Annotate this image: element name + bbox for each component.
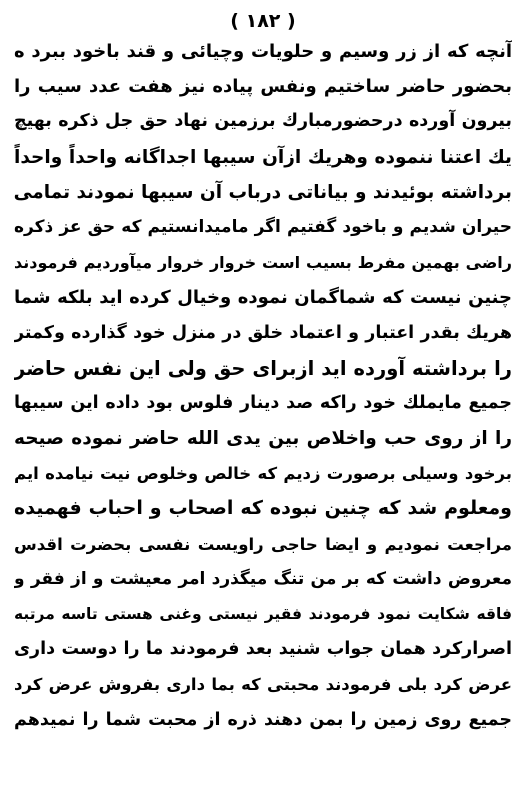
- text-line: معروض داشت که بر من تنگ میگذرد امر معیشت و از فقر و: [14, 568, 512, 589]
- text-line: را برداشته آورده اید ازبرای حق ولی این نفس حاضر: [14, 356, 512, 380]
- text-line: چنین نیست که شماگمان نموده وخیال کرده اید بلکه شما: [14, 287, 512, 309]
- text-line: را از روی حب واخلاص بین یدی الله حاضر نموده صیحه: [14, 428, 512, 450]
- text-line: هریك بقدر اعتبار و اعتماد خلق در منزل خود گذارده وکمتر: [14, 322, 512, 343]
- text-line: جمیع مایملك خود راکه صد دینار فلوس بود داده این سیبها: [14, 392, 512, 413]
- text-line: راضی بهمین مفرط بسیب است خروار خروار میآوردیم فرمودند: [14, 253, 512, 273]
- text-line: بحضور حاضر ساختیم ونفس پیاده نیز هفت عدد سیب را: [14, 76, 512, 98]
- text-line: بیرون آورده درحضورمبارك برزمین نهاد حق جل ذکره بهیچ: [14, 111, 512, 132]
- text-line: عرض کرد بلی فرمودند محبتی که بما داری بفروش عرض کرد: [14, 675, 512, 695]
- page-number: ( ۱۸۲ ): [230, 10, 296, 32]
- text-line: آنچه که از زر وسیم و حلویات وچیائی و قند باخود ببرد ه: [14, 41, 512, 62]
- text-line: برداشته بوئیدند و بیاناتی درباب آن سیبها نمودند تمامی: [14, 181, 512, 203]
- text-line: یك اعتنا ننموده وهریك ازآن سیبها اجداگانه واحداً واحداً: [14, 146, 512, 168]
- text-line: مراجعت نمودیم و ایضا حاجی راویست نفسی بحضرت اقدس: [14, 534, 512, 554]
- text-line: جمیع روی زمین را بمن دهند ذره از محبت شما را نمیدهم: [14, 709, 512, 730]
- text-line: اصرارکرد همان جواب شنید بعد فرمودند ما را دوست داری: [14, 639, 512, 660]
- text-line: ومعلوم شد که چنین نبوده که اصحاب و احباب فهمیده: [14, 497, 512, 520]
- text-line: حیران شدیم و باخود گفتیم اگر مامیدانستیم که حق عز ذکره: [14, 216, 512, 237]
- text-body: [14, 34, 512, 738]
- text-line: فاقه شکایت نمود فرمودند فقیر نیستی وغنی هستی تاسه مرتبه: [14, 605, 512, 623]
- text-line: برخود وسیلی برصورت زدیم که خالص وخلوص نیت نیامده ایم: [14, 464, 512, 484]
